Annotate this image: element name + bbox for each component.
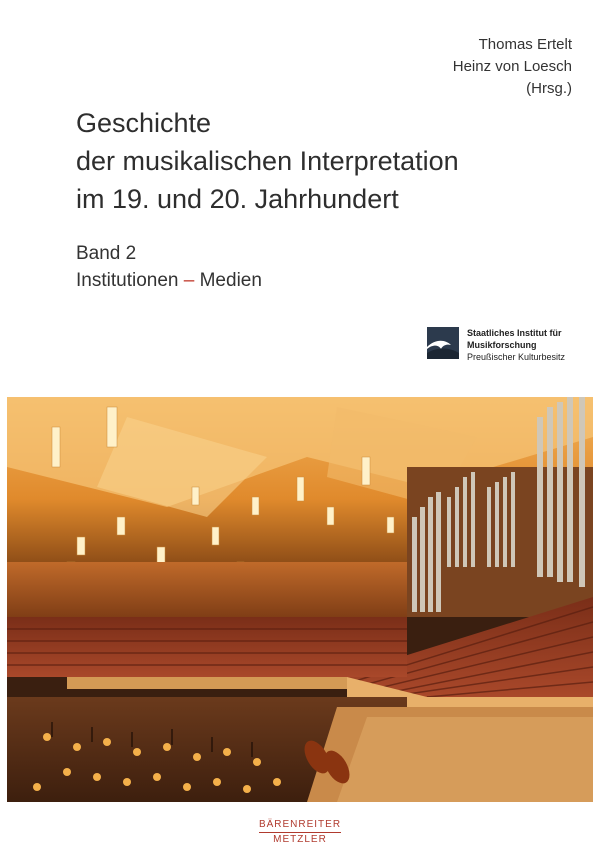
publisher-name: BÄRENREITER	[259, 818, 341, 833]
institute-name-line: Staatliches Institut für	[467, 328, 562, 338]
editor-name: Thomas Ertelt	[478, 36, 572, 53]
subtitle-part: Medien	[199, 270, 262, 291]
institute-name-line: Musikforschung	[467, 340, 537, 350]
title-line: der musikalischen Interpretation	[76, 146, 459, 176]
book-title	[76, 104, 459, 218]
editor-role: (Hrsg.)	[526, 80, 572, 97]
volume-info	[76, 240, 262, 294]
publisher-name: METZLER	[273, 834, 327, 845]
title-line: Geschichte	[76, 108, 212, 138]
subtitle-part: Institutionen	[76, 270, 179, 291]
title-line: im 19. und 20. Jahrhundert	[76, 184, 399, 214]
volume-subtitle	[76, 267, 262, 294]
editor-name: Heinz von Loesch	[452, 58, 572, 75]
publisher-logo	[0, 818, 600, 846]
institute-subname: Preußischer Kulturbesitz	[467, 352, 566, 362]
concert-hall-photo	[7, 397, 593, 802]
institute-logo-block	[427, 327, 565, 363]
volume-number: Band 2	[76, 243, 137, 264]
institute-logo-icon	[427, 327, 459, 359]
editors-block	[453, 34, 572, 100]
concert-hall-illustration	[7, 397, 593, 802]
institute-name	[467, 327, 565, 363]
subtitle-dash: –	[183, 270, 195, 291]
